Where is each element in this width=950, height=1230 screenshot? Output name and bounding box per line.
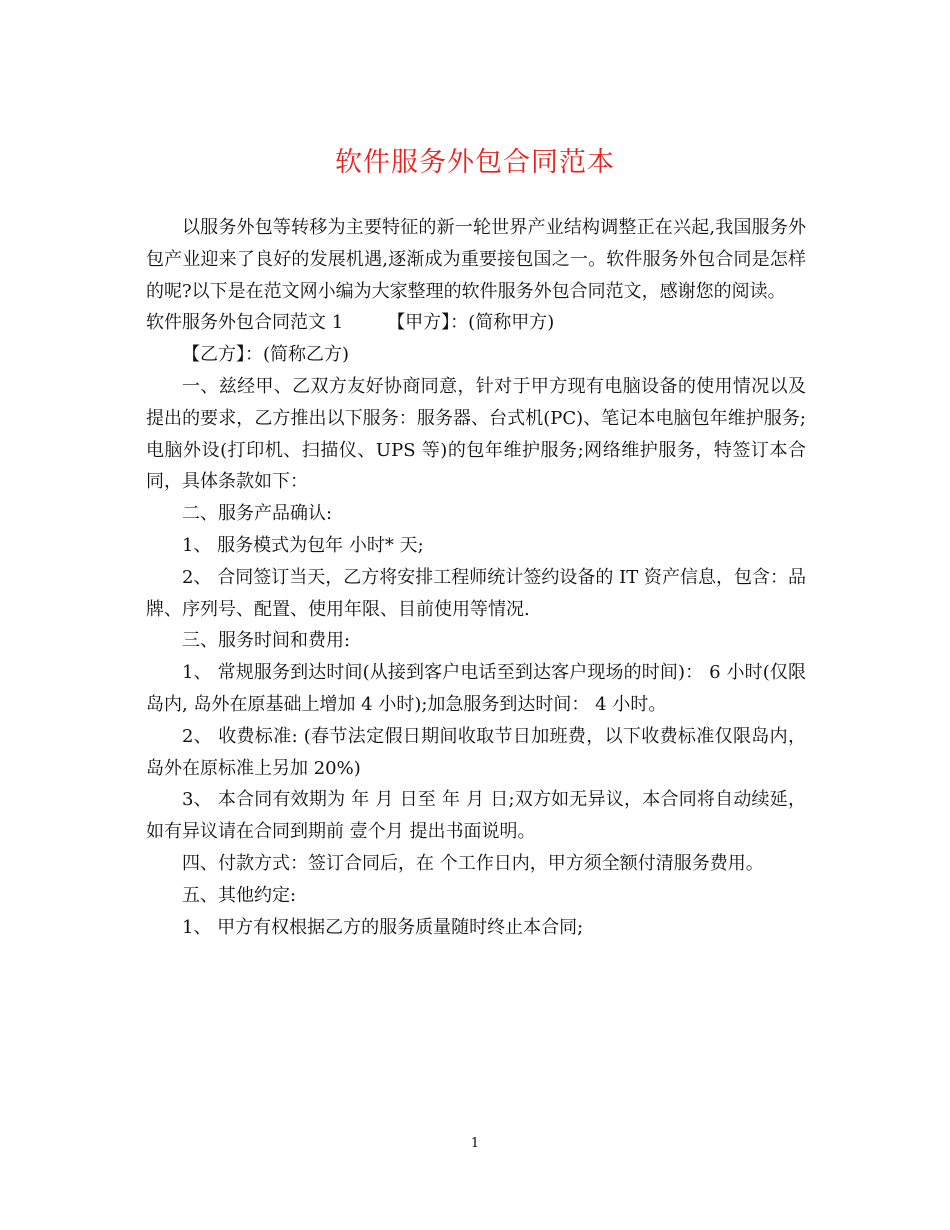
clause-3-item-1: 1、 常规服务到达时间(从接到客户电话至到达客户现场的时间)： 6 小时(仅限岛内, 岛外在原基础上增加 4 小时);加急服务到达时间： 4 小时。 xyxy=(146,662,806,715)
party-a-label: 【甲方】：(简称甲方) xyxy=(387,312,555,334)
page-number: 1 xyxy=(470,1136,480,1151)
clause-3-item-2: 2、 收费标准: (春节法定假日期间收取节日加班费，以下收费标准仅限岛内，岛外在原标准上另加 20%) xyxy=(146,725,806,779)
clause-3-item-3: 3、 本合同有效期为 年 月 日至 年 月 日;双方如无异议，本合同将自动续延，如有异议请在合同到期前 壹个月 提出书面说明。 xyxy=(146,789,806,843)
sample-heading-line xyxy=(146,307,806,339)
intro-paragraph: 以服务外包等转移为主要特征的新一轮世界产业结构调整正在兴起,我国服务外包产业迎来了良好的发展机遇,逐渐成为重要接包国之一。软件服务外包合同是怎样的呢?以下是在范文网小编为大家整理的软件服务外包合同范文，感谢您的阅读。 xyxy=(146,217,806,302)
clause-2-item-2: 2、 合同签订当天，乙方将安排工程师统计签约设备的 IT 资产信息，包含：品牌、序列号、配置、使用年限、目前使用等情况. xyxy=(146,566,806,620)
party-b-label: 【乙方】：(简称乙方) xyxy=(182,344,350,366)
clause-5-heading: 五、其他约定: xyxy=(182,884,297,906)
document-body xyxy=(146,212,806,943)
clause-4: 四、付款方式：签订合同后，在 个工作日内，甲方须全额付清服务费用。 xyxy=(182,852,764,874)
clause-2-item-1: 1、 服务模式为包年 小时* 天; xyxy=(182,534,424,556)
clause-3-heading: 三、服务时间和费用: xyxy=(182,630,351,652)
document-title: 软件服务外包合同范本 xyxy=(335,147,615,178)
clause-1: 一、兹经甲、乙双方友好协商同意，针对于甲方现有电脑设备的使用情况以及提出的要求，乙方推出以下服务：服务器、台式机(PC)、笔记本电脑包年维护服务;电脑外设(打印机、扫描仪、UPS 等)的包年维护服务;网络维护服务，特签订本合同，具体条款如下： xyxy=(146,375,806,493)
sample-heading: 软件服务外包合同范文 1 xyxy=(146,312,344,334)
clause-2-heading: 二、服务产品确认: xyxy=(182,503,333,525)
clause-5-item-1: 1、 甲方有权根据乙方的服务质量随时终止本合同; xyxy=(182,916,584,938)
